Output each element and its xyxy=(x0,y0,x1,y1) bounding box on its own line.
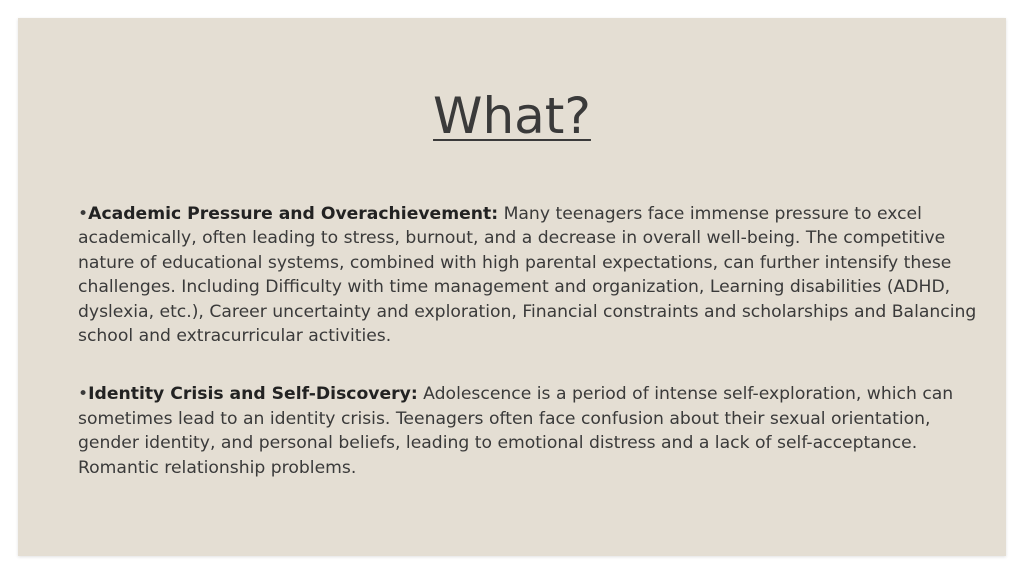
paragraph-text: Many teenagers face immense pressure to excel academically, often leading to stress, burnout, and a decrease in overall well-being. The competitive nature of educational systems, combined with high parental expectations, can further intensify these challenges. Including Difficulty with time management and organization, Learning disabilities (ADHD, dyslexia, etc.), Career uncertainty and exploration, Financial constraints and scholarships and Balancing school and extracurricular activities. xyxy=(78,204,977,347)
bullet-paragraph-identity-crisis xyxy=(78,382,978,480)
slide-title: What? xyxy=(433,87,591,145)
slide-body xyxy=(78,202,978,514)
bullet-icon: • xyxy=(78,384,89,405)
paragraph-heading: Identity Crisis and Self-Discovery: xyxy=(88,384,418,405)
slide xyxy=(18,18,1006,556)
bullet-paragraph-academic-pressure xyxy=(78,202,978,348)
paragraph-text: Adolescence is a period of intense self-exploration, which can sometimes lead to an identity crisis. Teenagers often face confusion about their sexual orientation, gender identity, and personal beliefs, leading to emotional distress and a lack of self-acceptance. Romantic relationship problems. xyxy=(78,384,954,478)
bullet-icon: • xyxy=(78,204,89,224)
paragraph-heading: Academic Pressure and Overachievement: xyxy=(88,204,499,224)
